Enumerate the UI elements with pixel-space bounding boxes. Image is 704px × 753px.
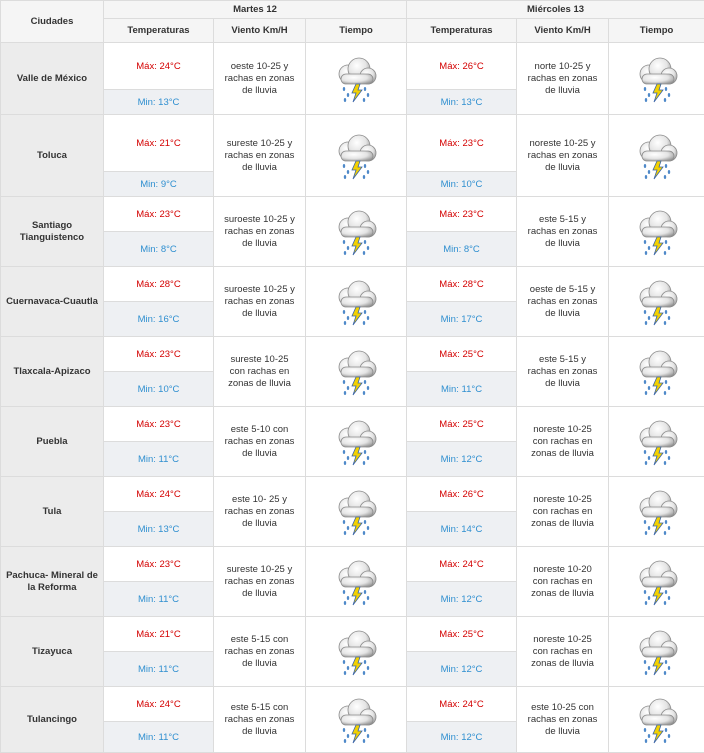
day2-weather xyxy=(609,617,704,687)
day1-weather xyxy=(306,115,407,197)
day1-wind: suroeste 10-25 y rachas en zonas de lluvia xyxy=(214,197,306,267)
day2-weather xyxy=(609,197,704,267)
day2-wind: noreste 10-25 con rachas en zonas de lluvia xyxy=(517,477,609,547)
day2-wind: noreste 10-25 con rachas en zonas de lluvia xyxy=(517,407,609,477)
day1-wind: este 5-15 con rachas en zonas de lluvia xyxy=(214,687,306,753)
cloud-rain-lightning-icon xyxy=(331,277,381,327)
day2-min-temp: Min: 17°C xyxy=(407,302,517,337)
day1-min-temp: Min: 11°C xyxy=(104,582,214,617)
day2-max-temp: Máx: 26°C xyxy=(407,477,517,512)
day1-min-temp: Min: 13°C xyxy=(104,512,214,547)
day1-max-temp: Máx: 24°C xyxy=(104,43,214,90)
table-row xyxy=(1,43,704,90)
day1-min-temp: Min: 11°C xyxy=(104,442,214,477)
table-row xyxy=(1,407,704,442)
day1-max-temp: Máx: 21°C xyxy=(104,617,214,652)
city-name: Valle de México xyxy=(1,43,104,115)
day2-max-temp: Máx: 26°C xyxy=(407,43,517,90)
cloud-rain-lightning-icon xyxy=(331,417,381,467)
day2-wind-header: Viento Km/H xyxy=(517,19,609,43)
day2-weather xyxy=(609,337,704,407)
cloud-rain-lightning-icon xyxy=(632,54,682,104)
day2-min-temp: Min: 10°C xyxy=(407,172,517,197)
day2-weather xyxy=(609,43,704,115)
cloud-rain-lightning-icon xyxy=(632,487,682,537)
day1-weather xyxy=(306,197,407,267)
table-row xyxy=(1,197,704,232)
day1-wind: oeste 10-25 y rachas en zonas de lluvia xyxy=(214,43,306,115)
day2-max-temp: Máx: 23°C xyxy=(407,197,517,232)
day2-weather xyxy=(609,407,704,477)
day1-min-temp: Min: 16°C xyxy=(104,302,214,337)
cloud-rain-lightning-icon xyxy=(632,207,682,257)
city-name: Santiago Tianguistenco xyxy=(1,197,104,267)
table-row xyxy=(1,547,704,582)
day1-weather xyxy=(306,617,407,687)
day1-max-temp: Máx: 24°C xyxy=(104,477,214,512)
cloud-rain-lightning-icon xyxy=(331,54,381,104)
cloud-rain-lightning-icon xyxy=(331,557,381,607)
day1-weather xyxy=(306,477,407,547)
day2-weather-header: Tiempo xyxy=(609,19,704,43)
day2-max-temp: Máx: 23°C xyxy=(407,115,517,172)
cloud-rain-lightning-icon xyxy=(632,627,682,677)
table-row xyxy=(1,115,704,172)
day2-min-temp: Min: 12°C xyxy=(407,442,517,477)
day1-wind: sureste 10-25 con rachas en zonas de lluvia xyxy=(214,337,306,407)
day2-wind: este 5-15 y rachas en zonas de lluvia xyxy=(517,337,609,407)
day2-min-temp: Min: 12°C xyxy=(407,722,517,753)
day1-wind: sureste 10-25 y rachas en zonas de lluvia xyxy=(214,547,306,617)
table-row xyxy=(1,477,704,512)
table-row xyxy=(1,337,704,372)
day2-min-temp: Min: 12°C xyxy=(407,582,517,617)
cloud-rain-lightning-icon xyxy=(632,417,682,467)
day1-max-temp: Máx: 23°C xyxy=(104,197,214,232)
cloud-rain-lightning-icon xyxy=(632,695,682,745)
city-name: Cuernavaca-Cuautla xyxy=(1,267,104,337)
day1-max-temp: Máx: 21°C xyxy=(104,115,214,172)
day1-weather xyxy=(306,337,407,407)
day2-weather xyxy=(609,115,704,197)
day2-min-temp: Min: 14°C xyxy=(407,512,517,547)
day2-wind: oeste de 5-15 y rachas en zonas de lluvia xyxy=(517,267,609,337)
cloud-rain-lightning-icon xyxy=(331,347,381,397)
day1-header: Martes 12 xyxy=(104,1,407,19)
day1-min-temp: Min: 11°C xyxy=(104,652,214,687)
day1-min-temp: Min: 13°C xyxy=(104,90,214,115)
day1-min-temp: Min: 11°C xyxy=(104,722,214,753)
cloud-rain-lightning-icon xyxy=(331,487,381,537)
cloud-rain-lightning-icon xyxy=(331,131,381,181)
city-name: Tlaxcala-Apizaco xyxy=(1,337,104,407)
day1-weather-header: Tiempo xyxy=(306,19,407,43)
day1-max-temp: Máx: 28°C xyxy=(104,267,214,302)
city-name: Tulancingo xyxy=(1,687,104,753)
day1-max-temp: Máx: 23°C xyxy=(104,407,214,442)
day1-min-temp: Min: 8°C xyxy=(104,232,214,267)
cities-header: Ciudades xyxy=(1,1,104,43)
city-name: Toluca xyxy=(1,115,104,197)
day1-weather xyxy=(306,43,407,115)
day2-weather xyxy=(609,477,704,547)
day1-wind: sureste 10-25 y rachas en zonas de lluvia xyxy=(214,115,306,197)
day2-wind: noreste 10-20 con rachas en zonas de lluvia xyxy=(517,547,609,617)
day1-wind: este 10- 25 y rachas en zonas de lluvia xyxy=(214,477,306,547)
day2-header: Miércoles 13 xyxy=(407,1,704,19)
day1-wind: suroeste 10-25 y rachas en zonas de lluvia xyxy=(214,267,306,337)
day1-wind-header: Viento Km/H xyxy=(214,19,306,43)
day2-min-temp: Min: 11°C xyxy=(407,372,517,407)
day1-wind: este 5-10 con rachas en zonas de lluvia xyxy=(214,407,306,477)
cloud-rain-lightning-icon xyxy=(632,557,682,607)
day2-min-temp: Min: 13°C xyxy=(407,90,517,115)
day1-min-temp: Min: 10°C xyxy=(104,372,214,407)
day1-wind: este 5-15 con rachas en zonas de lluvia xyxy=(214,617,306,687)
day2-weather xyxy=(609,267,704,337)
cloud-rain-lightning-icon xyxy=(331,207,381,257)
table-row xyxy=(1,617,704,652)
day2-max-temp: Máx: 25°C xyxy=(407,337,517,372)
cloud-rain-lightning-icon xyxy=(632,131,682,181)
day1-weather xyxy=(306,267,407,337)
day2-max-temp: Máx: 25°C xyxy=(407,407,517,442)
day1-temp-header: Temperaturas xyxy=(104,19,214,43)
day2-weather xyxy=(609,687,704,753)
day1-max-temp: Máx: 24°C xyxy=(104,687,214,722)
day2-min-temp: Min: 12°C xyxy=(407,652,517,687)
day2-max-temp: Máx: 24°C xyxy=(407,547,517,582)
day2-wind: este 10-25 con rachas en zonas de lluvia xyxy=(517,687,609,753)
day2-weather xyxy=(609,547,704,617)
city-name: Tula xyxy=(1,477,104,547)
cloud-rain-lightning-icon xyxy=(331,627,381,677)
day2-min-temp: Min: 8°C xyxy=(407,232,517,267)
day1-min-temp: Min: 9°C xyxy=(104,172,214,197)
day1-max-temp: Máx: 23°C xyxy=(104,337,214,372)
cloud-rain-lightning-icon xyxy=(632,347,682,397)
table-row xyxy=(1,267,704,302)
day2-temp-header: Temperaturas xyxy=(407,19,517,43)
city-name: Puebla xyxy=(1,407,104,477)
table-row xyxy=(1,687,704,722)
day2-max-temp: Máx: 28°C xyxy=(407,267,517,302)
day1-weather xyxy=(306,407,407,477)
city-name: Tizayuca xyxy=(1,617,104,687)
day2-wind: este 5-15 y rachas en zonas de lluvia xyxy=(517,197,609,267)
day1-max-temp: Máx: 23°C xyxy=(104,547,214,582)
city-name: Pachuca- Mineral de la Reforma xyxy=(1,547,104,617)
day1-weather xyxy=(306,687,407,753)
day2-max-temp: Máx: 24°C xyxy=(407,687,517,722)
day2-wind: noreste 10-25 y rachas en zonas de lluvia xyxy=(517,115,609,197)
cloud-rain-lightning-icon xyxy=(331,695,381,745)
day2-max-temp: Máx: 25°C xyxy=(407,617,517,652)
day2-wind: norte 10-25 y rachas en zonas de lluvia xyxy=(517,43,609,115)
cloud-rain-lightning-icon xyxy=(632,277,682,327)
day1-weather xyxy=(306,547,407,617)
day2-wind: noreste 10-25 con rachas en zonas de lluvia xyxy=(517,617,609,687)
